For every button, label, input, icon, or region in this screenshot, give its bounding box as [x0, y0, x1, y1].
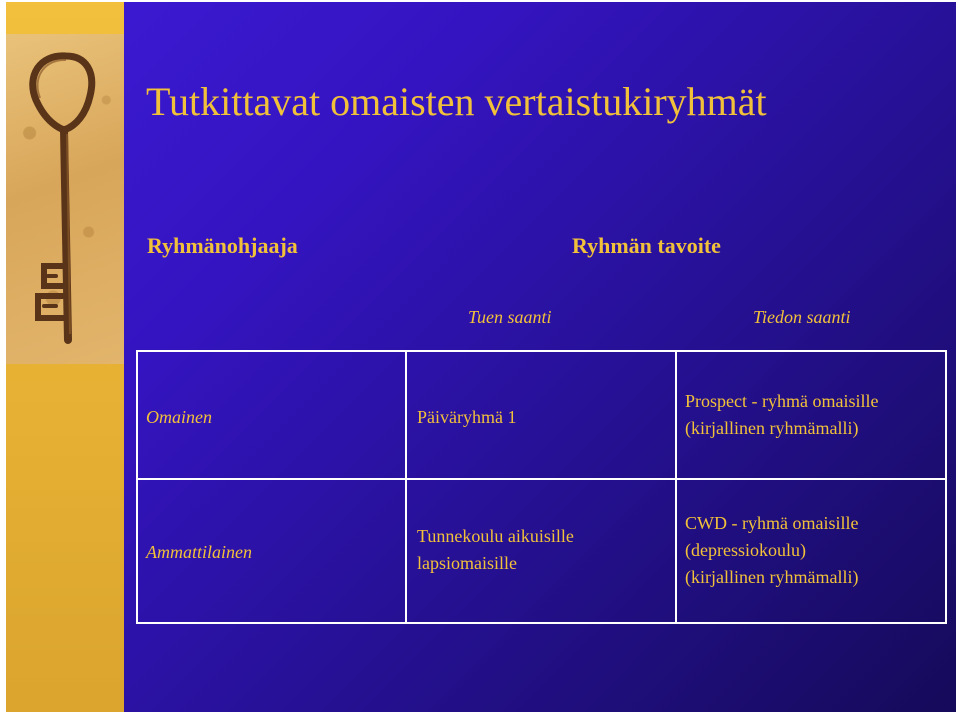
table-border-bottom	[136, 622, 947, 624]
table-col-divider-2	[675, 350, 677, 624]
table-border-left	[136, 350, 138, 624]
key-icon	[6, 34, 124, 364]
cell-professional-support	[417, 523, 574, 577]
table-border-top	[136, 350, 947, 352]
row-label-professional: Ammattilainen	[146, 542, 252, 562]
row-label-relative: Omainen	[146, 407, 212, 427]
key-photo	[6, 34, 124, 364]
slide-title: Tutkittavat omaisten vertaistukiryhmät	[146, 79, 767, 124]
cell-line: Prospect - ryhmä omaisille	[685, 391, 879, 411]
groups-table	[136, 350, 947, 624]
cell-line: (kirjallinen ryhmämalli)	[685, 418, 859, 438]
cell-line: (depressiokoulu)	[685, 540, 806, 560]
cell-professional-info	[685, 510, 858, 591]
cell-line: Tunnekoulu aikuisille	[417, 526, 574, 546]
table-border-right	[945, 350, 947, 624]
cell-line: lapsiomaisille	[417, 553, 517, 573]
cell-relative-support	[417, 404, 516, 431]
table-row-divider	[136, 478, 947, 480]
cell-line: Päiväryhmä 1	[417, 407, 517, 427]
group-goal-heading: Ryhmän tavoite	[572, 233, 721, 258]
cell-line: (kirjallinen ryhmämalli)	[685, 567, 859, 587]
group-leader-heading: Ryhmänohjaaja	[147, 233, 298, 258]
table-col-divider-1	[405, 350, 407, 624]
information-subheading: Tiedon saanti	[753, 307, 851, 327]
cell-line: CWD - ryhmä omaisille	[685, 513, 859, 533]
cell-relative-info	[685, 388, 878, 442]
slide	[6, 2, 956, 712]
support-subheading: Tuen saanti	[468, 307, 552, 327]
